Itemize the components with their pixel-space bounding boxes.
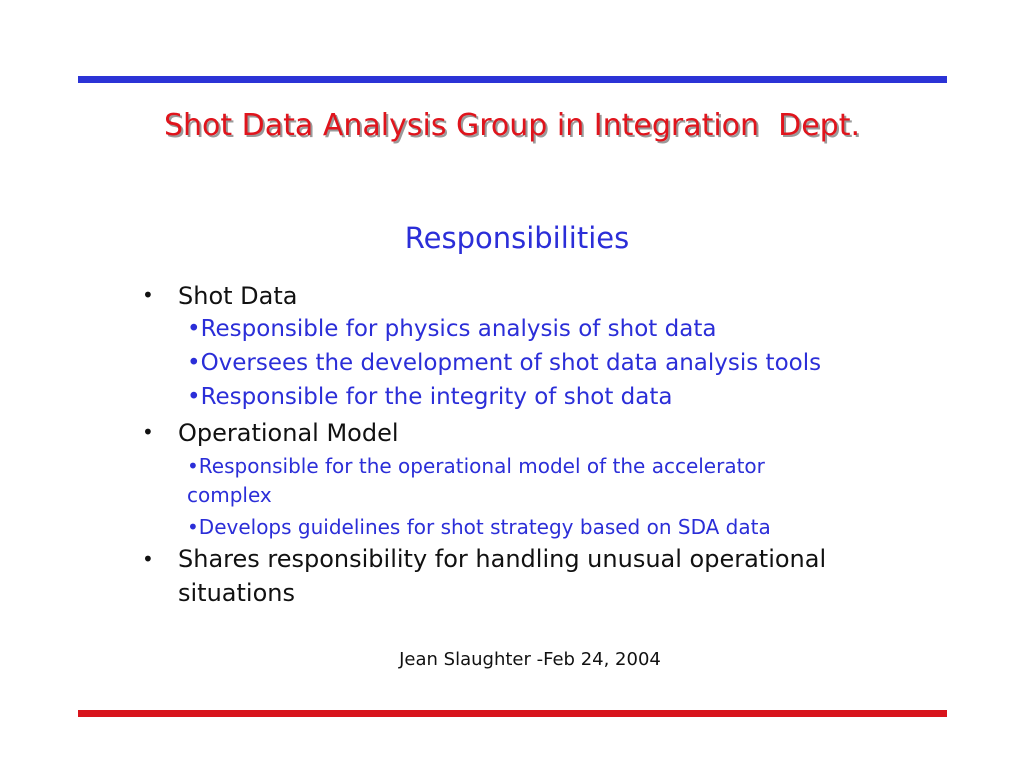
bottom-divider bbox=[78, 710, 947, 717]
sub-item: •Develops guidelines for shot strategy based on SDA data bbox=[187, 515, 771, 539]
bullet-marker: • bbox=[142, 420, 154, 444]
sub-item: •Responsible for the operational model of the accelerator bbox=[187, 454, 765, 478]
sub-item: •Responsible for physics analysis of shot data bbox=[187, 316, 717, 342]
bullet-continuation: situations bbox=[178, 579, 295, 607]
sub-item-continuation: complex bbox=[187, 483, 272, 507]
bullet-heading-operational-model: Operational Model bbox=[178, 419, 399, 447]
sub-item: •Oversees the development of shot data analysis tools bbox=[187, 350, 822, 376]
author-date-footer: Jean Slaughter -Feb 24, 2004 bbox=[399, 649, 661, 670]
bullet-marker: • bbox=[142, 283, 154, 307]
bullet-heading-unusual-situations: Shares responsibility for handling unusual operational bbox=[178, 545, 827, 573]
slide-title: Shot Data Analysis Group in Integration Dept. bbox=[163, 108, 861, 143]
bullet-heading-shot-data: Shot Data bbox=[178, 282, 298, 310]
sub-item: •Responsible for the integrity of shot data bbox=[187, 384, 673, 410]
bullet-marker: • bbox=[142, 547, 154, 571]
section-heading: Responsibilities bbox=[404, 221, 630, 255]
top-divider bbox=[78, 76, 947, 83]
